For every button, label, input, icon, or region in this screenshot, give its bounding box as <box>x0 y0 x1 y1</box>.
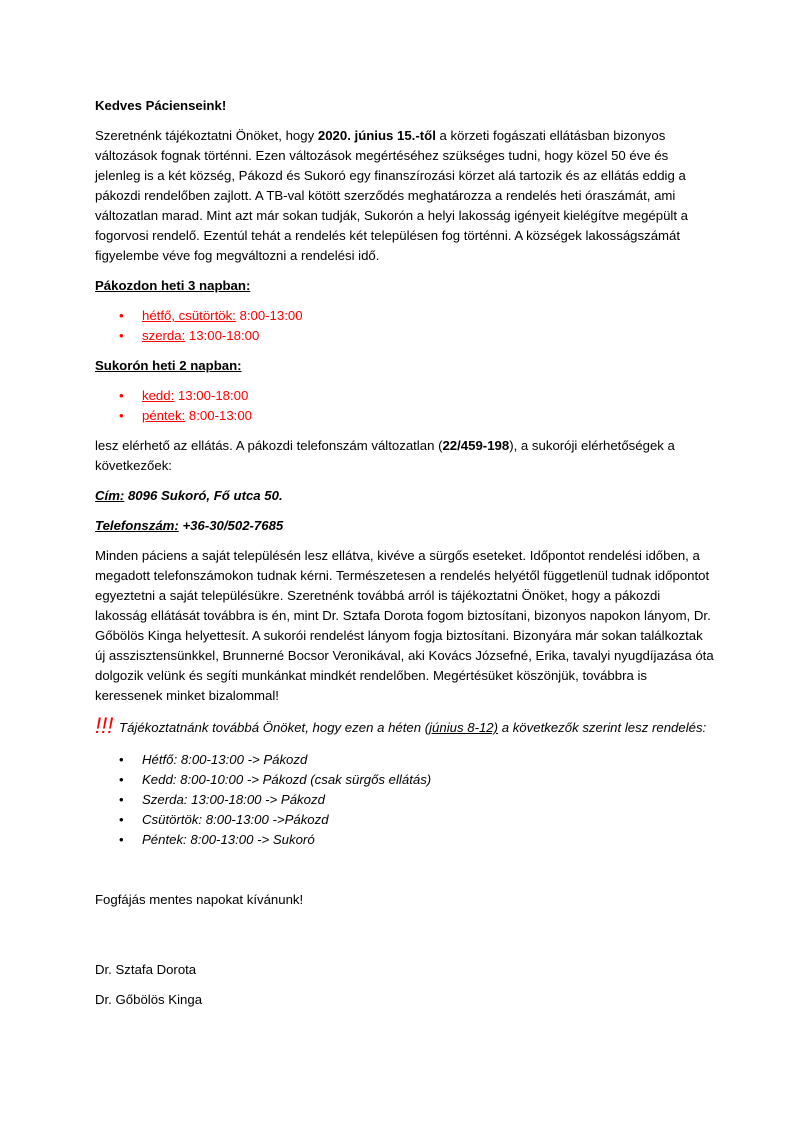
phone-value: +36-30/502-7685 <box>178 518 284 533</box>
exclamation-marks: !!! <box>95 713 114 738</box>
sukoro-schedule <box>95 386 715 426</box>
week-schedule <box>95 750 715 850</box>
sukoro-heading: Sukorón heti 2 napban: <box>95 358 242 373</box>
week-schedule-item <box>95 770 715 790</box>
pakozd-phone: 22/459-198 <box>442 438 510 453</box>
bullet-icon: • <box>119 792 124 807</box>
bullet-icon: • <box>119 752 124 767</box>
schedule-day: péntek: <box>142 408 186 423</box>
schedule-time: 8:00-13:00 <box>185 408 252 423</box>
notice-text-start: Tájékoztatnánk továbbá Önöket, hogy ezen a héten <box>115 720 425 735</box>
bullet-icon: • <box>119 328 124 343</box>
bullet-icon: • <box>119 772 124 787</box>
intro-text-start: Szeretnénk tájékoztatni Önöket, hogy <box>95 128 318 143</box>
signature-2: Dr. Gőbölös Kinga <box>95 992 203 1007</box>
week-schedule-text: Csütörtök: 8:00-13:00 ->Pákozd <box>142 812 329 827</box>
availability-paragraph <box>95 436 715 476</box>
bullet-icon: • <box>119 308 124 323</box>
greeting: Kedves Pácienseink! <box>95 98 227 113</box>
week-schedule-item <box>95 750 715 770</box>
bullet-icon: • <box>119 832 124 847</box>
week-schedule-text: Hétfő: 8:00-13:00 -> Pákozd <box>142 752 308 767</box>
notice-text-end: a következők szerint lesz rendelés: <box>498 720 707 735</box>
week-schedule-text: Szerda: 13:00-18:00 -> Pákozd <box>142 792 325 807</box>
schedule-item <box>95 386 715 406</box>
schedule-item <box>95 326 715 346</box>
schedule-item <box>95 306 715 326</box>
document-page <box>95 96 715 1020</box>
address-label: Cím: <box>95 488 125 503</box>
week-schedule-item <box>95 790 715 810</box>
week-schedule-text: Kedd: 8:00-10:00 -> Pákozd (csak sürgős ellátás) <box>142 772 432 787</box>
schedule-day: szerda: <box>142 328 186 343</box>
week-schedule-text: Péntek: 8:00-13:00 -> Sukoró <box>142 832 315 847</box>
phone-line <box>95 516 715 536</box>
address-value: 8096 Sukoró, Fő utca 50. <box>124 488 283 503</box>
schedule-time: 13:00-18:00 <box>174 388 249 403</box>
intro-text-rest: a körzeti fogászati ellátásban bizonyos változások fognak történni. Ezen változások megértéséhez szükséges tudni, hogy közel 50 éve és jelenleg is a két község, Pákozd és Sukoró egy finanszírozási körzet alá tartozik és az ellátás eddig a pákozdi rendelőben zajlott. A TB-val kötött szerződés meghatározza a rendelés heti óraszámát, ami változatlan marad. Mint azt már sokan tudják, Sukorón a helyi lakosság igényeit kielégítve megépült a fogorvosi rendelő. Ezentúl tehát a rendelés két településen fog történni. A községek lakosságszámát figyelembe véve fog megváltozni a rendelési idő. <box>95 128 689 263</box>
week-schedule-item <box>95 810 715 830</box>
bullet-icon: • <box>119 812 124 827</box>
body-paragraph: Minden páciens a saját településén lesz ellátva, kivéve a sürgős eseteket. Időpontot rendelési időben, a megadott telefonszámokon tudnak kérni. Természetesen a rendelés helyétől függetlenül tudnak időpontot egyeztetni a saját településükre. Szeretnénk továbbá arról is tájékoztatni Önöket, hogy a pákozdi lakosság ellátását továbbra is én, mint Dr. Sztafa Dorota fogom biztosítani, bizonyos napokon lányom, Dr. Gőbölös Kinga helyettesít. A sukorói rendelést lányom fogja biztosítani. Bizonyára már sokan találkoztak új asszisztensünkkel, Brunnerné Bocsor Veronikával, aki Kovács Józsefné, Erika, tavalyi nyugdíjazása óta dolgozik velünk és segíti munkánkat mindkét rendelőben. Megértésüket köszönjük, továbbra is keressenek minket bizalommal! <box>95 548 714 703</box>
phone-label: Telefonszám: <box>95 518 179 533</box>
signature-1: Dr. Sztafa Dorota <box>95 962 197 977</box>
pakozd-heading: Pákozdon heti 3 napban: <box>95 278 251 293</box>
schedule-day: hétfő, csütörtök: <box>142 308 236 323</box>
schedule-item <box>95 406 715 426</box>
schedule-time: 8:00-13:00 <box>235 308 303 323</box>
week-schedule-item <box>95 830 715 850</box>
address-line <box>95 486 715 506</box>
closing-line: Fogfájás mentes napokat kívánunk! <box>95 892 304 907</box>
bullet-icon: • <box>119 408 124 423</box>
schedule-time: 13:00-18:00 <box>185 328 260 343</box>
notice-date: (június 8-12) <box>424 720 499 735</box>
intro-paragraph <box>95 126 715 266</box>
bullet-icon: • <box>119 388 124 403</box>
schedule-day: kedd: <box>142 388 175 403</box>
start-date: 2020. június 15.-től <box>317 128 436 143</box>
availability-text-end: ), a sukoróji elérhetőségek a következőek: <box>95 438 675 473</box>
notice-paragraph <box>95 713 715 738</box>
pakozd-schedule <box>95 306 715 346</box>
availability-text-start: lesz elérhető az ellátás. A pákozdi telefonszám változatlan ( <box>95 438 443 453</box>
